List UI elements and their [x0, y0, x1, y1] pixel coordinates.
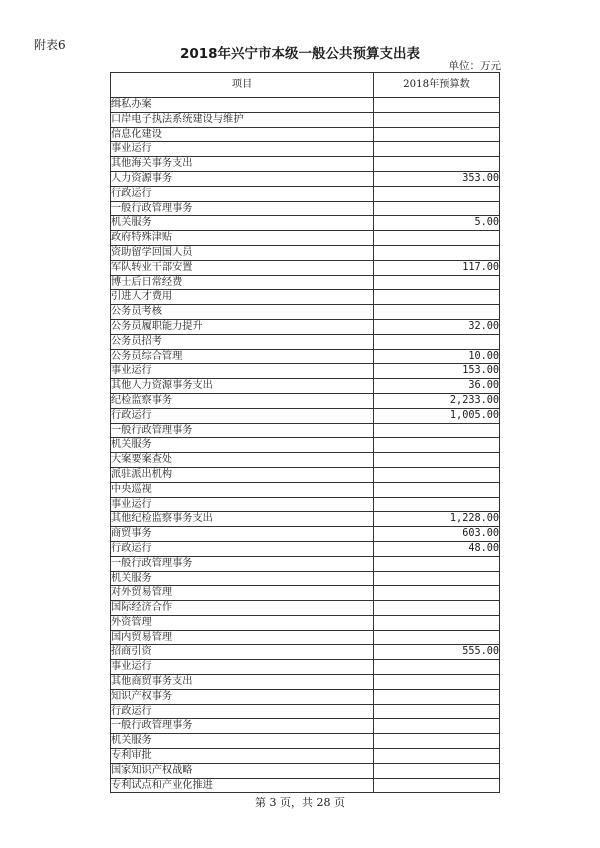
- table-row: [111, 645, 500, 660]
- table-row: [111, 601, 500, 616]
- row-item-label: 公务员综合管理: [111, 349, 374, 364]
- row-budget-value: [374, 586, 500, 601]
- row-item-label: 行政运行: [111, 408, 374, 423]
- row-budget-value: [374, 482, 500, 497]
- row-budget-value: [374, 245, 500, 260]
- row-item-label: 其他纪检监察事务支出: [111, 512, 374, 527]
- row-budget-value: [374, 571, 500, 586]
- row-item-label: 事业运行: [111, 364, 374, 379]
- table-row: [111, 497, 500, 512]
- row-item-label: 中央巡视: [111, 482, 374, 497]
- row-item-label: 行政运行: [111, 704, 374, 719]
- row-budget-value: 1,228.00: [374, 512, 500, 527]
- row-item-label: 纪检监察事务: [111, 393, 374, 408]
- row-item-label: 招商引资: [111, 645, 374, 660]
- row-budget-value: [374, 127, 500, 142]
- budget-table: [110, 72, 500, 793]
- row-budget-value: [374, 334, 500, 349]
- unit-label: 单位：万元: [448, 60, 501, 72]
- row-item-label: 军队转业干部安置: [111, 260, 374, 275]
- row-budget-value: [374, 231, 500, 246]
- table-row: [111, 704, 500, 719]
- row-budget-value: 48.00: [374, 541, 500, 556]
- row-budget-value: [374, 467, 500, 482]
- row-item-label: 国际经济合作: [111, 601, 374, 616]
- row-item-label: 一般行政管理事务: [111, 719, 374, 734]
- row-budget-value: 2,233.00: [374, 393, 500, 408]
- table-row: [111, 482, 500, 497]
- table-row: [111, 127, 500, 142]
- table-row: [111, 689, 500, 704]
- table-row: [111, 157, 500, 172]
- column-header-budget: 2018年预算数: [374, 73, 500, 98]
- row-item-label: 其他海关事务支出: [111, 157, 374, 172]
- row-budget-value: 603.00: [374, 527, 500, 542]
- row-budget-value: [374, 201, 500, 216]
- row-budget-value: [374, 675, 500, 690]
- table-row: [111, 171, 500, 186]
- row-budget-value: [374, 142, 500, 157]
- row-budget-value: [374, 763, 500, 778]
- table-row: [111, 393, 500, 408]
- table-row: [111, 290, 500, 305]
- table-row: [111, 260, 500, 275]
- row-item-label: 公务员履职能力提升: [111, 319, 374, 334]
- row-item-label: 大案要案查处: [111, 453, 374, 468]
- table-row: [111, 408, 500, 423]
- row-budget-value: [374, 275, 500, 290]
- table-row: [111, 615, 500, 630]
- row-budget-value: 117.00: [374, 260, 500, 275]
- row-item-label: 机关服务: [111, 734, 374, 749]
- row-budget-value: [374, 615, 500, 630]
- table-header-row: [111, 73, 500, 98]
- row-budget-value: [374, 778, 500, 793]
- table-row: [111, 571, 500, 586]
- row-item-label: 博士后日常经费: [111, 275, 374, 290]
- row-budget-value: [374, 423, 500, 438]
- table-row: [111, 556, 500, 571]
- row-item-label: 人力资源事务: [111, 171, 374, 186]
- table-body: [111, 98, 500, 793]
- attachment-label: 附表6: [34, 38, 66, 52]
- row-budget-value: [374, 556, 500, 571]
- table-row: [111, 675, 500, 690]
- row-budget-value: [374, 186, 500, 201]
- table-row: [111, 734, 500, 749]
- row-item-label: 行政运行: [111, 186, 374, 201]
- table-row: [111, 275, 500, 290]
- row-item-label: 缉私办案: [111, 98, 374, 113]
- row-item-label: 一般行政管理事务: [111, 556, 374, 571]
- row-budget-value: [374, 749, 500, 764]
- table-row: [111, 142, 500, 157]
- row-item-label: 资助留学回国人员: [111, 245, 374, 260]
- table-row: [111, 719, 500, 734]
- row-budget-value: [374, 660, 500, 675]
- table-row: [111, 364, 500, 379]
- table-row: [111, 112, 500, 127]
- row-budget-value: [374, 112, 500, 127]
- row-item-label: 机关服务: [111, 571, 374, 586]
- row-budget-value: 153.00: [374, 364, 500, 379]
- row-item-label: 事业运行: [111, 142, 374, 157]
- row-budget-value: [374, 453, 500, 468]
- row-budget-value: 10.00: [374, 349, 500, 364]
- table-row: [111, 527, 500, 542]
- row-budget-value: [374, 704, 500, 719]
- table-row: [111, 98, 500, 113]
- row-item-label: 派驻派出机构: [111, 467, 374, 482]
- row-item-label: 专利审批: [111, 749, 374, 764]
- table-row: [111, 453, 500, 468]
- table-row: [111, 586, 500, 601]
- table-row: [111, 763, 500, 778]
- row-item-label: 一般行政管理事务: [111, 201, 374, 216]
- row-item-label: 外资管理: [111, 615, 374, 630]
- table-row: [111, 201, 500, 216]
- row-budget-value: [374, 689, 500, 704]
- row-item-label: 机关服务: [111, 216, 374, 231]
- row-budget-value: [374, 438, 500, 453]
- row-budget-value: [374, 719, 500, 734]
- row-budget-value: [374, 734, 500, 749]
- table-row: [111, 305, 500, 320]
- table-row: [111, 467, 500, 482]
- row-budget-value: [374, 630, 500, 645]
- row-item-label: 信息化建设: [111, 127, 374, 142]
- row-budget-value: 36.00: [374, 379, 500, 394]
- row-budget-value: 32.00: [374, 319, 500, 334]
- row-item-label: 对外贸易管理: [111, 586, 374, 601]
- row-budget-value: [374, 305, 500, 320]
- table-row: [111, 541, 500, 556]
- row-item-label: 事业运行: [111, 497, 374, 512]
- table-row: [111, 512, 500, 527]
- page-number: 第 3 页，共 28 页: [255, 796, 345, 809]
- row-item-label: 专利试点和产业化推进: [111, 778, 374, 793]
- row-budget-value: [374, 601, 500, 616]
- table-row: [111, 778, 500, 793]
- table-row: [111, 216, 500, 231]
- row-item-label: 公务员考核: [111, 305, 374, 320]
- row-item-label: 引进人才费用: [111, 290, 374, 305]
- table-row: [111, 423, 500, 438]
- row-item-label: 其他人力资源事务支出: [111, 379, 374, 394]
- page-title: 2018年兴宁市本级一般公共预算支出表: [179, 46, 421, 62]
- row-budget-value: [374, 497, 500, 512]
- table-row: [111, 231, 500, 246]
- row-item-label: 公务员招考: [111, 334, 374, 349]
- table-row: [111, 349, 500, 364]
- row-item-label: 知识产权事务: [111, 689, 374, 704]
- row-item-label: 事业运行: [111, 660, 374, 675]
- row-item-label: 口岸电子执法系统建设与维护: [111, 112, 374, 127]
- table-row: [111, 630, 500, 645]
- table-row: [111, 749, 500, 764]
- row-item-label: 政府特殊津贴: [111, 231, 374, 246]
- table-row: [111, 186, 500, 201]
- row-item-label: 商贸事务: [111, 527, 374, 542]
- row-item-label: 机关服务: [111, 438, 374, 453]
- row-budget-value: 5.00: [374, 216, 500, 231]
- column-header-item: 项目: [111, 73, 374, 98]
- table-row: [111, 379, 500, 394]
- row-item-label: 行政运行: [111, 541, 374, 556]
- row-budget-value: [374, 98, 500, 113]
- table-row: [111, 245, 500, 260]
- row-item-label: 一般行政管理事务: [111, 423, 374, 438]
- table-row: [111, 438, 500, 453]
- row-budget-value: 555.00: [374, 645, 500, 660]
- row-item-label: 其他商贸事务支出: [111, 675, 374, 690]
- row-budget-value: [374, 290, 500, 305]
- row-budget-value: 353.00: [374, 171, 500, 186]
- row-budget-value: 1,005.00: [374, 408, 500, 423]
- row-item-label: 国内贸易管理: [111, 630, 374, 645]
- table-row: [111, 334, 500, 349]
- row-budget-value: [374, 157, 500, 172]
- row-item-label: 国家知识产权战略: [111, 763, 374, 778]
- table-row: [111, 319, 500, 334]
- table-row: [111, 660, 500, 675]
